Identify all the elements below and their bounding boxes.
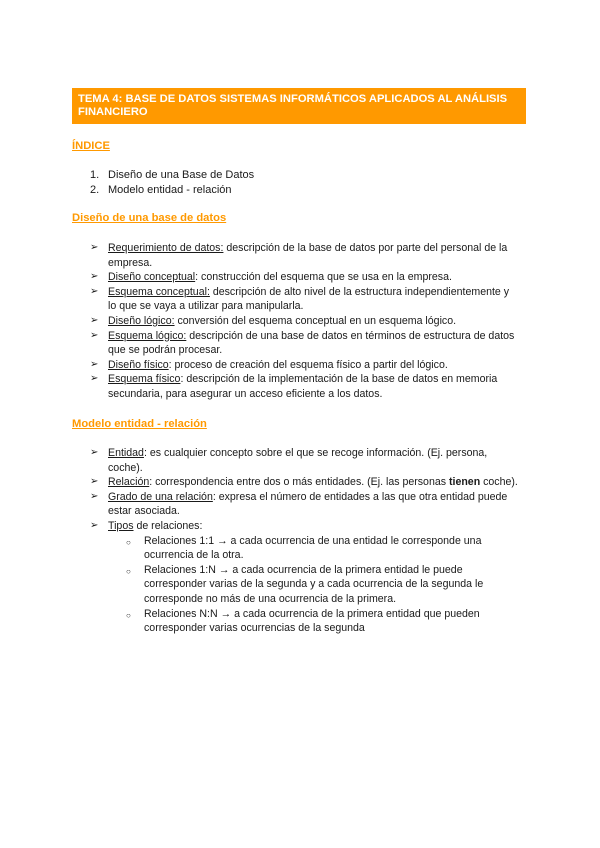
- diseno-heading: Diseño de una base de datos: [72, 212, 227, 224]
- definition: : es cualquier concepto sobre el que se recoge información. (Ej. persona, coche).: [108, 447, 488, 474]
- circle-bullet-icon: ○: [126, 610, 131, 620]
- term: Esquema conceptual:: [108, 285, 210, 298]
- definition: : descripción de la implementación de la base de datos en memoria secundaria, para asegurar un acceso eficiente a los datos.: [108, 373, 498, 400]
- list-item: [90, 314, 520, 329]
- term: Esquema lógico:: [108, 329, 187, 342]
- arrow-bullet-icon: ➢: [90, 447, 99, 458]
- arrow-bullet-icon: ➢: [90, 476, 99, 488]
- diseno-list: [90, 241, 520, 402]
- list-item: [90, 446, 520, 475]
- definition: conversión del esquema conceptual en un esquema lógico.: [174, 314, 457, 327]
- list-number: 1.: [90, 169, 100, 181]
- sub-list-item: [126, 607, 520, 636]
- definition: descripción de la base de datos por parte del personal de la empresa.: [108, 242, 508, 269]
- term: Tipos: [108, 519, 134, 532]
- list-label: Modelo entidad - relación: [108, 184, 232, 196]
- term: Requerimiento de datos:: [108, 242, 224, 254]
- list-label: Diseño de una Base de Datos: [108, 169, 255, 181]
- definition: de relaciones:: [133, 519, 203, 532]
- indice-list: [90, 168, 254, 198]
- list-item: [90, 329, 520, 358]
- list-item: [90, 358, 520, 373]
- indice-heading: ÍNDICE: [72, 140, 110, 152]
- list-item: [90, 519, 520, 534]
- page-title: TEMA 4: BASE DE DATOS SISTEMAS INFORMÁTICOS APLICADOS AL ANÁLISIS FINANCIERO: [72, 88, 526, 124]
- circle-bullet-icon: ○: [126, 537, 131, 547]
- definition: : construcción del esquema que se usa en la empresa.: [195, 271, 452, 284]
- definition: : proceso de creación del esquema físico a partir del lógico.: [168, 358, 448, 371]
- term: Esquema físico: [108, 373, 181, 386]
- arrow-bullet-icon: ➢: [90, 519, 99, 531]
- sub-list-item: [126, 563, 520, 607]
- term: Diseño físico: [108, 358, 169, 371]
- modelo-heading: Modelo entidad - relación: [72, 418, 207, 430]
- arrow-bullet-icon: ➢: [90, 329, 99, 341]
- definition-end: coche).: [480, 476, 518, 489]
- circle-bullet-icon: ○: [126, 566, 131, 576]
- list-item: [90, 183, 254, 198]
- arrow-bullet-icon: ➢: [90, 285, 99, 297]
- definition: : correspondencia entre dos o más entidades. (Ej. las personas: [149, 476, 449, 489]
- arrow-bullet-icon: ➢: [90, 373, 99, 385]
- bold-word: tienen: [448, 476, 481, 489]
- modelo-list: [90, 446, 520, 636]
- term: Diseño lógico:: [108, 314, 175, 327]
- definition: : expresa el número de entidades a las que otra entidad puede estar asociada.: [108, 490, 508, 518]
- list-item: [90, 372, 520, 401]
- relation-type: Relaciones 1:N → a cada ocurrencia de la primera entidad le puede corresponder varias de la segunda y a cada ocurrencia de la segunda le corresponde no más de una ocurrencia de la primera.: [144, 563, 484, 605]
- list-item: [90, 168, 254, 183]
- arrow-bullet-icon: ➢: [90, 242, 99, 253]
- definition: descripción de alto nivel de la estructura independientemente y lo que se vaya a utilizar para manipularla.: [108, 285, 510, 313]
- arrow-bullet-icon: ➢: [90, 271, 99, 283]
- sub-list-item: [126, 534, 520, 563]
- arrow-bullet-icon: ➢: [90, 490, 99, 502]
- list-item: [90, 270, 520, 285]
- arrow-bullet-icon: ➢: [90, 314, 99, 326]
- relation-type: Relaciones 1:1 → a cada ocurrencia de una entidad le corresponde una ocurrencia de la otra.: [144, 534, 482, 562]
- term: Entidad: [108, 447, 144, 459]
- list-item: [90, 285, 520, 314]
- arrow-bullet-icon: ➢: [90, 358, 99, 370]
- term: Grado de una relación: [108, 490, 213, 503]
- list-item: [90, 490, 520, 519]
- term: Relación: [108, 476, 150, 489]
- list-item: [90, 475, 520, 490]
- relation-type: Relaciones N:N → a cada ocurrencia de la primera entidad que pueden corresponder varias ocurrencias de la segunda: [144, 607, 480, 635]
- definition: descripción de una base de datos en términos de estructura de datos que se podrán procesar.: [108, 329, 515, 357]
- list-item: [90, 241, 520, 270]
- list-number: 2.: [90, 184, 100, 196]
- term: Diseño conceptual: [108, 271, 196, 284]
